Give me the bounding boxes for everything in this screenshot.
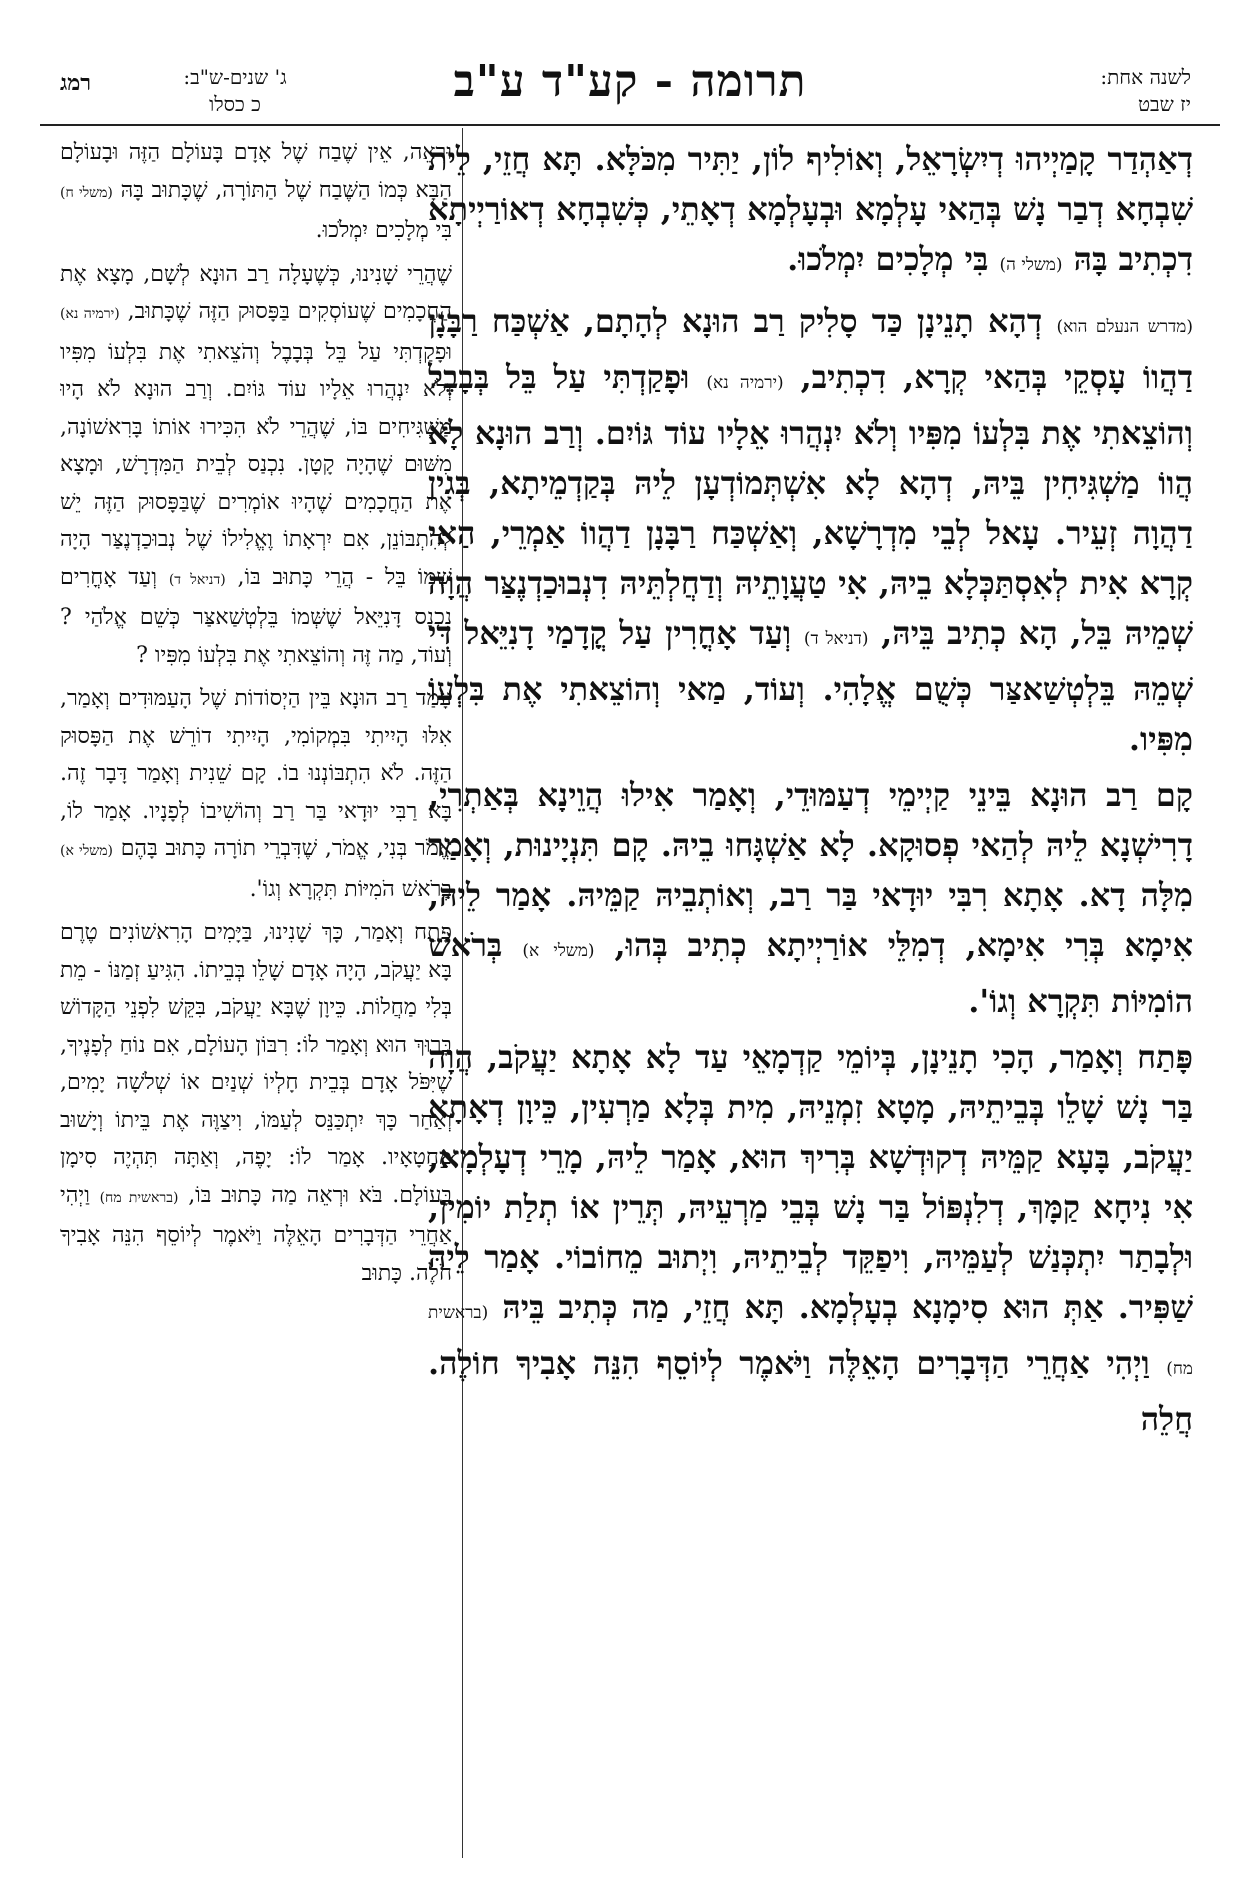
side-paragraph-2 — [60, 256, 452, 675]
translation-text: בִּי מְלָכִים יִמְלֹכוּ. — [315, 218, 452, 243]
source-reference: (מדרש הנעלם הוא) — [1056, 317, 1193, 337]
header-three-year-label: ג' שנים-ש"ב: — [183, 65, 287, 89]
page-title: תרומה - קע"ד ע"ב — [453, 56, 807, 107]
translation-text: וּרְאֵה, אֵין שֶׁבַח שֶׁל אָדָם בָּעוֹלָם הַזֶּה וּבָעוֹלָם הַבָּא כְּמוֹ הַשֶּׁבַח שֶׁל הַתּוֹרָה, שֶׁכָּתוּב בָּהּ — [60, 140, 452, 203]
source-reference: (דניאל ד) — [168, 571, 226, 588]
main-text: וְעַד אָחֳרִין עַל קֳדָמַי דָנִיֵּאל דִּי שְׁמֵהּ בֵּלְטְשַׁאצַּר כְּשֻׁם אֱלָהִי. וְעוֹד, מַאי וְהוֹצֵאתִי אֶת בִּלְעוֹ מִפִּיו. — [428, 614, 1193, 758]
translation-text: שֶׁהֲרֵי שָׁנִינוּ, כְּשֶׁעָלָה רַב הוּנָא לְשָׁם, מָצָא אֶת הַחֲכָמִים שֶׁעוֹסְקִים בַּפָּסוּק הַזֶּה שֶׁכָּתוּב, — [60, 261, 452, 324]
main-paragraph-1 — [428, 134, 1193, 290]
translation-text: פָּתַח וְאָמַר, כָּךְ שָׁנִינוּ, בַּיָּמִים הָרִאשׁוֹנִים טֶרֶם בָּא יַעֲקֹב, הָיָה אָדָם שָׁלֵו בְּבֵיתוֹ. הִגִּיעַ זְמַנּוֹ - מֵת בְּלִי מַחֲלוֹת. כֵּיוָן שֶׁבָּא יַעֲקֹב, בִּקֵּשׁ לִפְנֵי הַקָּדוֹשׁ בָּרוּךְ הוּא וְאָמַר לוֹ: רִבּוֹן הָעוֹלָם, אִם נוֹחַ לְפָנֶיךָ, שֶׁיִּפֹּל אָדָם בְּבֵית חָלְיוֹ שְׁנַיִם אוֹ שְׁלֹשָׁה יָמִים, וְאַחַר כָּךְ יִתְכַּנֵּס לְעַמּוֹ, וִיצַוֶּה אֶת בֵּיתוֹ וְיָשׁוּב מֵחֲטָאָיו. אָמַר לוֹ: יָפֶה, וְאַתָּה תִּהְיֶה סִימָן בָּעוֹלָם. בֹּא וּרְאֵה מַה כָּתוּב בּוֹ, — [60, 920, 452, 1208]
header-left-info — [150, 64, 320, 118]
source-reference: (משלי ח) — [60, 184, 113, 201]
translation-text: בְּרֹאשׁ הֹמִיּוֹת תִּקְרָא וְגוֹ'. — [249, 876, 452, 902]
main-text: קָם רַב הוּנָא בֵּינֵי קַיְימֵי דְעַמּוּדֵי, וְאָמַר אִילוּ הֲוֵינָא בְּאַתְרִי, דָרִישְׁנָא לֵיהּ לְהַאי פְסוּקָא. לָא אַשְׁגָּחוּ בֵיהּ. קָם תִּנְיָינוּת, וְאָמַר מִלָּה דָא. אָתָא רִבִּי יוּדָאי בַּר רַב, וְאוֹתְבֵיהּ קַמֵּיהּ. אָמַר לֵיהּ, אִימָא בְּרִי אִימָא, דְמִלֵּי אוֹרַיְיתָא כְתִיב בְּהוּ, — [428, 776, 1193, 964]
main-text: דְהָא תָנֵינָן כַּד סָלִיק רַב הוּנָא לְהָתָם, אַשְׁכַּח רַבָּנָן דַהֲווֹ עָסְקֵי בְּהַאי קְרָא, דִכְתִיב, — [428, 302, 1193, 396]
translation-column — [60, 134, 452, 1854]
main-text-column — [428, 134, 1193, 1854]
source-reference: (משלי ה) — [999, 255, 1063, 275]
side-paragraph-4 — [60, 914, 452, 1292]
main-text: פָּתַח וְאָמַר, הָכִי תָנֵינָן, בְּיוֹמֵי קַדְמָאֵי עַד לָא אָתָא יַעֲקֹב, הֲוָה בַּר נָשׁ שָׁלֵו בְּבֵיתֵיהּ, מָטָא זִמְנֵיהּ, מִית בְּלָא מַרְעִין, כֵּיוָן דְאָתָא יַעֲקֹב, בָּעָא קַמֵּיהּ דְקוּדְשָׁא בְּרִיךְ הוּא, אָמַר לֵיהּ, מָרֵי דְעָלְמָא, אִי נִיחָא קַמָּךְ, דְלִנְפּוֹל בַּר נָשׁ בְּבֵי מַרְעֵיהּ, תְּרֵין אוֹ תְלַת יוֹמִין, וּלְבָתַר יִתְכְּנַשׁ לְעַמֵּיהּ, וִיפַקֵּד לְבֵיתֵיהּ, וִיְתוּב מֵחוֹבוֹי. אָמַר לֵיהּ שַׁפִּיר. אַתְּ הוּא סִימָנָא בְעָלְמָא. תָּא חֲזֵי, מַה כְּתִיב בֵּיהּ — [428, 1038, 1193, 1326]
header-right-info — [1031, 64, 1191, 118]
source-reference: (דניאל ד) — [803, 629, 869, 649]
translation-text: וּפָקַדְתִּי עַל בֵּל בְּבָבֶל וְהֹצֵאתִי אֶת בִּלְעוֹ מִפִּיו וְלֹא יִנְהֲרוּ אֵלָיו עוֹד גּוֹיִם. וְרַב הוּנָא לֹא הָיוּ מַשְׁגִּיחִים בּוֹ, שֶׁהֲרֵי לֹא הִכִּירוּ אוֹתוֹ בָּרִאשׁוֹנָה, מִשּׁוּם שֶׁהָיָה קָטָן. נִכְנַס לְבֵית הַמִּדְרָשׁ, וּמָצָא אֶת הַחֲכָמִים שֶׁהָיוּ אוֹמְרִים שֶׁבַּפָּסוּק הַזֶּה יֵשׁ לְהִתְבּוֹנֵן, אִם יִרְאָתוֹ וֶאֱלִילוֹ שֶׁל נְבוּכַדְנֶצַּר הָיָה שְׁמוֹ בֵּל - הֲרֵי כָּתוּב בּוֹ, — [60, 339, 452, 590]
header-three-year-date: כ כסלו — [209, 92, 261, 116]
main-text: בִּי מְלָכִים יִמְלֹכוּ. — [787, 240, 989, 278]
side-paragraph-3 — [60, 680, 452, 908]
header-divider — [40, 124, 1220, 126]
translation-text: עָמַד רַב הוּנָא בֵּין הַיְסוֹדוֹת שֶׁל הָעַמּוּדִים וְאָמַר, אִלּוּ הָיִיתִי בִּמְקוֹמִי, הָיִיתִי דוֹרֵשׁ אֶת הַפָּסוּק הַזֶּה. לֹא הִתְבּוֹנְנוּ בוֹ. קָם שֵׁנִית וְאָמַר דָּבָר זֶה. בָּא רַבִּי יוּדָאי בַּר רַב וְהוֹשִׁיבוֹ לְפָנָיו. אָמַר לוֹ, אֱמֹר בְּנִי, אֱמֹר, שֶׁדִּבְרֵי תוֹרָה כָּתוּב בָּהֶם — [60, 686, 452, 861]
source-reference: (בראשית מח) — [99, 1189, 179, 1206]
source-reference: (משלי א) — [60, 843, 113, 859]
main-paragraph-2 — [428, 296, 1193, 764]
main-text: וּפָקַדְתִּי עַל בֵּל בְּבָבֶל וְהוֹצֵאתִי אֶת בִּלְעוֹ מִפִּיו וְלֹא יִנְהֲרוּ אֵלָיו עוֹד גּוֹיִם. וְרַב הוּנָא לָא הֲווֹ מַשְׁגִּיחִין בֵּיהּ, דְהָא לָא אִשְׁתְּמוֹדְעָן לֵיהּ בְּקַדְמֵיתָא, בְּגִין דַהֲוָה זְעֵיר. עָאל לְבֵי מִדְרָשָׁא, וְאַשְׁכַּח רַבָּנָן דַהֲווֹ אַמְרֵי, הַאי קְרָא אִית לְאִסְתַּכְּלָא בֵיהּ, אִי טַעֲוָתֵיהּ וְדַחֲלְתֵּיהּ דִנְבוּכַדְנֶצַּר הֲוָה שְׁמֵיהּ בֵּל, הָא כְתִיב בֵּיהּ, — [428, 358, 1193, 652]
source-reference: (משלי א) — [522, 941, 595, 961]
main-text: בְּרֹאשׁ הוֹמִיּוֹת תִּקְרָא וְגוֹ'. — [428, 926, 1193, 1020]
main-text: דְאַהְדַר קָמַיְיהוּ דְיִשְׂרָאֵל, וְאוֹלִיף לוֹן, יַתִּיר מִכֹּלָּא. תָּא חֲזֵי, לֵית שִׁבְחָא דְבַר נָשׁ בְּהַאי עָלְמָא וּבְעָלְמָא דְאָתֵי, כְּשִׁבְחָא דְאוֹרַיְיתָא דִכְתִיב בָּהּ — [428, 140, 1193, 278]
header-one-year-label: לשנה אחת: — [1100, 65, 1191, 89]
main-paragraph-4 — [428, 1032, 1193, 1444]
source-reference: (ירמיה נא) — [706, 373, 784, 393]
source-reference: (ירמיה נא) — [60, 306, 120, 322]
header-one-year-date: יז שבט — [1137, 92, 1191, 116]
page-number: רמג — [60, 70, 92, 96]
main-text: וַיְהִי אַחֲרֵי הַדְּבָרִים הָאֵלֶּה וַיֹּאמֶר לְיוֹסֵף הִנֵּה אָבִיךָ חוֹלֶה. חֲלֵה — [428, 1344, 1193, 1438]
translation-text: וַיְהִי אַחֲרֵי הַדְּבָרִים הָאֵלֶּה וַיֹּאמֶר לְיוֹסֵף הִנֵּה אָבִיךָ חֹלֶה. כָּתוּב — [60, 1182, 452, 1286]
source-reference: (בראשית מח) — [428, 1303, 1193, 1379]
main-paragraph-3 — [428, 770, 1193, 1026]
translation-text: וְעַד אָחֳרִים נִכְנַס דָּנִיֵּאל שֶׁשְּׁמוֹ בֵּלְטְשַׁאצַּר כְּשֵׁם אֱלֹהַי ? וְעוֹד, מַה זֶּה וְהוֹצֵאתִי אֶת בִּלְעוֹ מִפִּיו ? — [60, 564, 452, 668]
side-paragraph-1 — [60, 134, 452, 250]
